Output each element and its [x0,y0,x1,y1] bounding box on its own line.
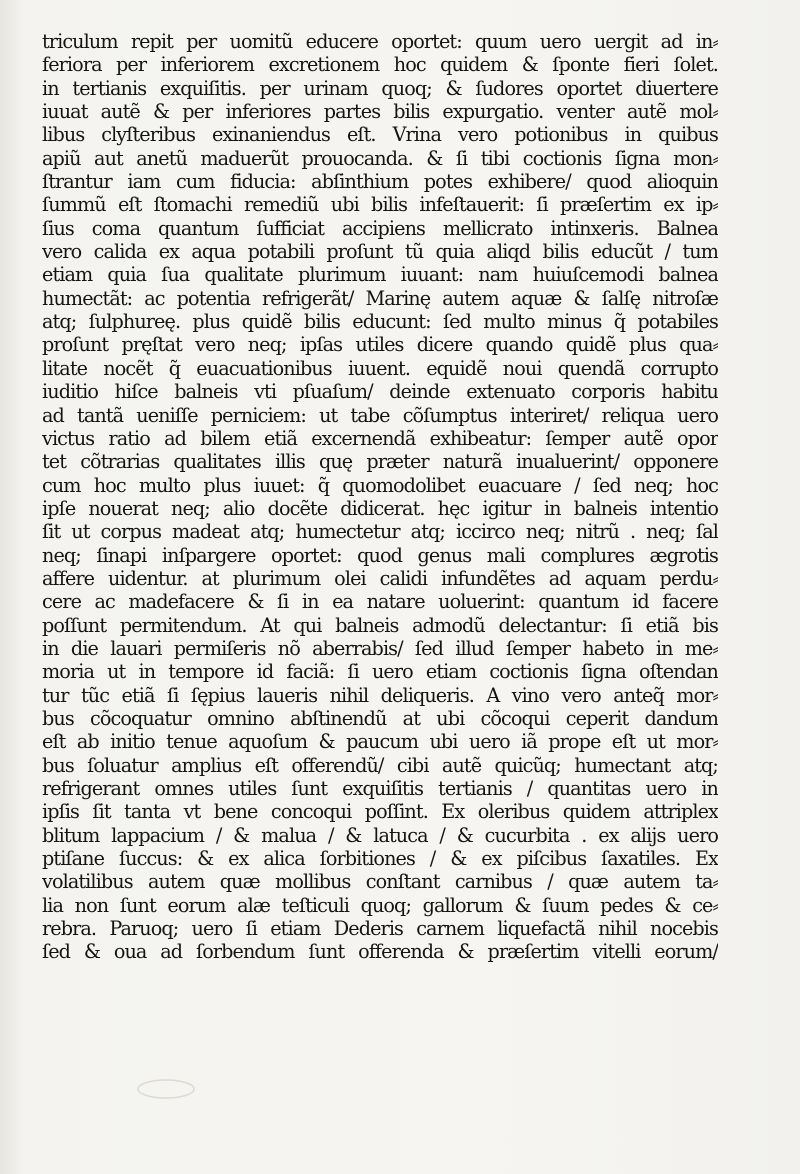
text-line: iuditio hiſce balneis vti pſuaſum/ deinde extenuato corporis habitu [42,380,718,404]
text-line: apiũ aut anetũ maduerũt prouocanda. & ſi tibi coctionis ſigna mon⸗ [42,146,718,170]
text-line: in die lauari permiſeris nõ aberrabis/ ſed illud ſemper habeto in me⸗ [42,636,718,660]
text-line: litate nocẽt q̃ euacuationibus iuuent. equidẽ noui quendã corrupto [42,356,718,380]
text-line: ſius coma quantum ſufficiat accipiens mellicrato intinxeris. Balnea [42,216,718,240]
text-line: cere ac madefacere & ſi in ea natare uoluerint: quantum id facere [42,590,718,614]
faded-stamp-mark [136,1078,196,1104]
text-line: ptiſane ſuccus: & ex alica ſorbitiones / & ex piſcibus ſaxatiles. Ex [42,847,718,871]
text-line: neq; ſinapi inſpargere oportet: quod genus mali complures ægrotis [42,543,718,567]
text-line: bus cõcoquatur omnino abſtinendũ at ubi cõcoqui ceperit dandum [42,706,718,730]
text-line: ſed & oua ad ſorbendum ſunt offerenda & præſertim vitelli eorum/ [42,940,718,964]
latin-text-block [42,30,718,964]
text-line: ſit ut corpus madeat atq; humectetur atq; iccirco neq; nitrũ . neq; ſal [42,520,718,544]
text-line: ad tantã ueniſſe perniciem: ut tabe cõſumptus interiret/ reliqua uero [42,403,718,427]
text-line: poſſunt permitendum. At qui balneis admodũ delectantur: ſi etiã bis [42,613,718,637]
text-line: ipſis ſit tanta vt bene concoqui poſſint. Ex oleribus quidem attriplex [42,800,718,824]
text-line: tur tũc etiã ſi ſępius laueris nihil deliqueris. A vino vero anteq̃ mor⸗ [42,683,718,707]
text-line: etiam quia ſua qualitate plurimum iuuant: nam huiuſcemodi balnea [42,263,718,287]
text-line: atq; ſulphureę. plus quidẽ bilis educunt: ſed multo minus q̃ potabiles [42,310,718,334]
text-line: ſummũ eſt ſtomachi remediũ ubi bilis infeſtauerit: ſi præſertim ex ip⸗ [42,193,718,217]
text-line: tet cõtrarias qualitates illis quę præter naturã inualuerint/ opponere [42,450,718,474]
text-line: eſt ab initio tenue aquoſum & paucum ubi uero iã prope eſt ut mor⸗ [42,730,718,754]
text-line: affere uidentur. at plurimum olei calidi infundẽtes ad aquam perdu⸗ [42,566,718,590]
text-line: iuuat autẽ & per inferiores partes bilis expurgatio. venter autẽ mol⸗ [42,100,718,124]
text-line: cum hoc multo plus iuuet: q̃ quomodolibet euacuare / ſed neq; hoc [42,473,718,497]
text-line: refrigerant omnes utiles ſunt exquiſitis tertianis / quantitas uero in [42,777,718,800]
text-line: ſtrantur iam cum fiducia: abſinthium potes exhibere/ quod alioquin [42,170,718,194]
text-line: in tertianis exquiſitis. per urinam quoq; & ſudores oportet diuertere [42,76,718,100]
text-line: blitum lappacium / & malua / & latuca / & cucurbita . ex alijs uero [42,823,718,847]
text-line: feriora per inferiorem excretionem hoc quidem & ſponte fieri ſolet. [42,53,718,77]
text-line: vero calida ex aqua potabili proſunt tũ quia aliqd bilis educũt / tum [42,240,718,264]
text-line: ipſe nouerat neq; alio docẽte didicerat. hęc igitur in balneis intentio [42,496,718,520]
text-line: victus ratio ad bilem etiã excernendã exhibeatur: ſemper autẽ opor [42,426,718,450]
text-line: bus ſoluatur amplius eſt offerendũ/ cibi autẽ quicũq; humectant atq; [42,753,718,777]
text-line: humectãt: ac potentia refrigerãt/ Marinę autem aquæ & ſalſę nitroſæ [42,286,718,310]
text-line: triculum repit per uomitũ educere oportet: quum uero uergit ad in⸗ [42,30,718,53]
text-line: libus clyſteribus exinaniendus eſt. Vrina vero potionibus in quibus [42,123,718,147]
text-line: lia non ſunt eorum alæ teſticuli quoq; gallorum & ſuum pedes & ce⸗ [42,893,718,917]
text-line: proſunt pręſtat vero neq; ipſas utiles dicere quando quidẽ plus qua⸗ [42,333,718,357]
text-line: moria ut in tempore id faciã: ſi uero etiam coctionis ſigna oſtendan [42,660,718,684]
text-line: volatilibus autem quæ mollibus conſtant carnibus / quæ autem ta⸗ [42,870,718,894]
text-line: rebra. Paruoq; uero ſi etiam Dederis carnem liquefactã nihil nocebis [42,917,718,941]
